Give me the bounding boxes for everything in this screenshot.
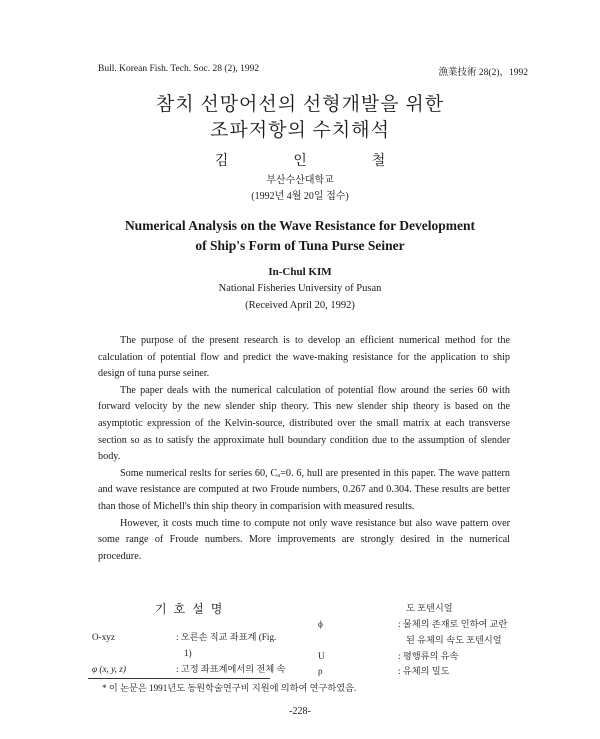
received-date-english: (Received April 20, 1992) bbox=[245, 300, 355, 311]
journal-citation-right: 漁業技術 28(2)，1992 bbox=[438, 68, 528, 78]
page-number: -228- bbox=[289, 706, 311, 717]
symbols-heading: 기 호 설 명 bbox=[155, 602, 225, 616]
abstract-paragraph-2: The paper deals with the numerical calculation of potential flow around the series 60 with forward velocity by the new slender ship theory. This new slender ship theory is based on the asymptotic expression of the Kelvin-source, distributed over the small matrix at each transverse section so as to satisfy the approximate hull boundary condition due to the assumption of slender body. bbox=[98, 384, 510, 463]
symbol-small-phi: ϕ bbox=[318, 619, 323, 629]
received-date-korean: (1992년 4월 20일 접수) bbox=[251, 191, 349, 202]
symbol-oxyz-desc-cont: 1) bbox=[184, 648, 192, 658]
symbol-small-phi-desc: : 물체의 존재로 인하여 교란 bbox=[398, 619, 508, 629]
abstract-paragraph-4: However, it costs much time to compute not only wave resistance but also wave pattern over some range of Froude numbers. More improvements are strongly desired in the numerical procedure. bbox=[98, 517, 510, 562]
journal-citation-left: Bull. Korean Fish. Tech. Soc. 28 (2), 1992 bbox=[98, 64, 260, 74]
title-korean-line1: 참치 선망어선의 선형개발을 위한 bbox=[155, 94, 445, 115]
symbol-phi-xyz: φ (x, y, z) bbox=[92, 664, 126, 674]
symbol-rho-desc: : 유체의 밀도 bbox=[398, 666, 450, 676]
footnote-divider bbox=[88, 678, 270, 679]
symbol-u: U bbox=[318, 651, 325, 661]
symbol-rho: ρ bbox=[318, 666, 323, 676]
symbol-oxyz: O-xyz bbox=[92, 632, 115, 642]
author-english: In-Chul KIM bbox=[268, 266, 332, 278]
title-korean-line2: 조파저항의 수치해석 bbox=[210, 120, 390, 141]
abstract-paragraph-1: The purpose of the present research is to develop an efficient numerical method for the calculation of potential flow and predict the wave-making resistance for the application to ship design of tuna purse seiner. bbox=[98, 335, 510, 380]
author-korean-char3: 철 bbox=[371, 154, 386, 169]
author-korean-char2: 인 bbox=[293, 154, 307, 169]
symbol-phi-xyz-desc: : 고정 좌표계에서의 전체 속 bbox=[176, 664, 286, 674]
footnote: * 이 논문은 1991년도 동원학술연구비 지원에 의하여 연구하였음. bbox=[102, 683, 357, 693]
abstract-paragraph-3: Some numerical reslts for series 60, Cₐ=0. 6, hull are presented in this paper. The wave pattern and wave resistance are computed at two Froude numbers, 0.267 and 0.304. These results are better than those of Michell's thin ship theory in comparision with measured results. bbox=[98, 467, 510, 512]
title-english-line2: of Ship's Form of Tuna Purse Seiner bbox=[195, 238, 405, 253]
author-korean bbox=[0, 150, 600, 170]
symbol-u-desc: : 평행류의 유속 bbox=[398, 651, 459, 661]
symbol-phi-xyz-desc-cont: 도 포텐시얼 bbox=[406, 603, 453, 613]
affiliation-korean: 부산수산대학교 bbox=[266, 175, 334, 186]
author-korean-char1: 김 bbox=[214, 154, 229, 169]
affiliation-english: National Fisheries University of Pusan bbox=[218, 283, 382, 294]
title-english-line1: Numerical Analysis on the Wave Resistance for Development bbox=[124, 218, 476, 233]
symbol-oxyz-desc: : 오른손 직교 좌표계 (Fig. bbox=[176, 632, 277, 642]
abstract bbox=[98, 333, 510, 565]
symbol-small-phi-desc-cont: 된 유체의 속도 포텐시얼 bbox=[406, 635, 502, 645]
